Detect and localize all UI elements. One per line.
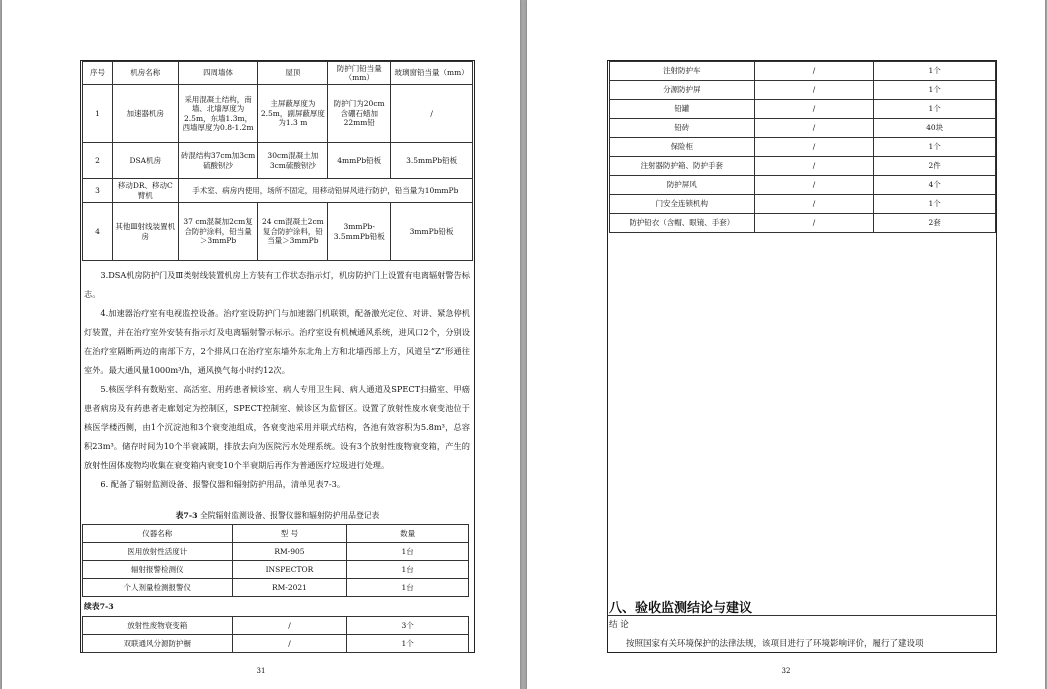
page-number: 31	[256, 667, 266, 675]
table-row	[610, 62, 996, 81]
table-cell: /	[754, 81, 874, 100]
table-cell: 1个	[874, 100, 996, 119]
table-row	[83, 579, 469, 597]
table-cell: 3	[83, 179, 113, 203]
table-row	[610, 214, 996, 233]
table-row	[610, 195, 996, 214]
table-cell: INSPECTOR	[232, 561, 347, 579]
table-cell: 放射性废物衰变箱	[83, 617, 233, 635]
table-header-row	[83, 525, 469, 543]
caption-text: 全院辐射监测设备、报警仪器和辐射防护用品登记表	[197, 511, 380, 520]
body-text	[84, 266, 470, 494]
table-cell: 30cm混凝土加3cm硫酸钡沙	[258, 143, 328, 179]
table-row	[610, 100, 996, 119]
table-cell: 1台	[347, 579, 469, 597]
table-cell: 4个	[874, 176, 996, 195]
table-row	[83, 561, 469, 579]
table-cell: /	[754, 176, 874, 195]
table-cell: 双联通风分源防护橱	[83, 635, 233, 653]
table-cell: 保险柜	[610, 138, 755, 157]
table-cell: /	[754, 157, 874, 176]
paragraph: 3.DSA机房防护门及Ⅲ类射线装置机房上方装有工作状态指示灯，机房防护门上设置有电离辐射警告标志。	[84, 270, 470, 299]
page-31	[2, 0, 520, 689]
table-cell: 1个	[347, 635, 469, 653]
table-row	[83, 635, 469, 653]
table-row	[610, 157, 996, 176]
table-cell: 3mmPb铅板	[391, 203, 473, 261]
table-cell: /	[232, 617, 347, 635]
table-cell: 2	[83, 143, 113, 179]
table-cell: 分源防护屏	[610, 81, 755, 100]
paragraph: 6. 配备了辐射监测设备、报警仪器和辐射防护用品，清单见表7-3。	[100, 479, 346, 489]
conclusion-label: 结 论	[609, 620, 629, 630]
page-32	[527, 0, 1045, 689]
table-cell: /	[391, 85, 473, 143]
table-row	[610, 138, 996, 157]
table-cell: 2套	[874, 214, 996, 233]
header-cell: 仪器名称	[83, 525, 233, 543]
table-cell: 医用放射性活度计	[83, 543, 233, 561]
paragraph: 4.加速器治疗室有电视监控设备。治疗室设防护门与加速器门机联锁，配备激光定位、对讲、紧急停机灯装置，并在治疗室外安装有指示灯及电离辐射警示标示。治疗室设有机械通风系统，进风口2个，分别设在治疗室隔断两边的南部下方，2个排风口在治疗室东墙外东北角上方和北墙西部上方，风道呈“Z”形通往室外。最大通风量1000m³/h，通风换气每小时约12次。	[84, 308, 470, 375]
table-cell: 3.5mmPb铅板	[391, 143, 473, 179]
table-cell: 4mmPb铅板	[328, 143, 391, 179]
table-cell: 37 cm混凝加2cm复合防护涂料，铅当量＞3mmPb	[178, 203, 258, 261]
table-cell: RM-905	[232, 543, 347, 561]
conclusion-text: 按照国家有关环境保护的法律法规，该项目进行了环境影响评价，履行了建设项	[626, 639, 924, 649]
table-row	[83, 543, 469, 561]
table-cell: 4	[83, 203, 113, 261]
table-cell: 1台	[347, 543, 469, 561]
table-cell: 40块	[874, 119, 996, 138]
table-cell: 2件	[874, 157, 996, 176]
table-cell: /	[754, 100, 874, 119]
header-cell: 机房名称	[112, 62, 178, 85]
table-cell: 1台	[347, 561, 469, 579]
table-row	[83, 85, 473, 143]
table-cell: /	[754, 138, 874, 157]
table-cell: /	[754, 195, 874, 214]
table-cell: 1个	[874, 195, 996, 214]
table-cell: 1个	[874, 62, 996, 81]
table-cell: 注射器防护箱、防护手套	[610, 157, 755, 176]
table-row	[83, 143, 473, 179]
table-cell: 1个	[874, 138, 996, 157]
table-cell: 铅砖	[610, 119, 755, 138]
table-cell: 门安全连锁机构	[610, 195, 755, 214]
table-cell: 1	[83, 85, 113, 143]
paragraph: 5.核医学科有数贴室、高活室、用药患者候诊室、病人专用卫生间、病人通道及SPECT扫描室、甲癌患者病房及有药患者走廊划定为控制区，SPECT控制室、候诊区为监督区。设置了放射性废水衰变池位于核医学楼西侧，由1个沉淀池和3个衰变池组成，各衰变池采用并联式结构，各池有效容积为5.8m³，总容积23m³。储存时间为10个半衰减期，排放去向为医院污水处理系统。设有3个放射性废物衰变箱，产生的放射性固体废物均收集在衰变箱内衰变10个半衰期后再作为普通医疗垃圾进行处理。	[84, 384, 470, 470]
table-row	[610, 119, 996, 138]
continued-table-label: 续表7-3	[84, 602, 114, 611]
section-title: 八、验收监测结论与建议	[609, 601, 753, 616]
table-cell: 防护门为20cm含硼石蜡加22mm铅	[328, 85, 391, 143]
table-row	[610, 176, 996, 195]
table-cell: DSA机房	[112, 143, 178, 179]
table-cell: 注射防护车	[610, 62, 755, 81]
table-cell: 采用混凝土结构，南墙、北墙厚度为2.5m，东墙1.3m，西墙厚度为0.8-1.2m	[178, 85, 258, 143]
table-cell: 辐射报警检测仪	[83, 561, 233, 579]
table-row	[83, 617, 469, 635]
table-cell: RM-2021	[232, 579, 347, 597]
caption-label: 表7-3	[175, 511, 198, 520]
table-cell: 移动DR、移动C臂机	[112, 179, 178, 203]
table-cell: /	[754, 214, 874, 233]
header-cell: 屋顶	[258, 62, 328, 85]
table-cell: 3个	[347, 617, 469, 635]
table-header-row	[83, 62, 473, 85]
table-cell: 个人剂量检测报警仪	[83, 579, 233, 597]
header-cell: 防护门铅当量（mm）	[328, 62, 391, 85]
equipment-table-continued	[82, 616, 469, 653]
table-row	[83, 179, 473, 203]
table-caption	[82, 510, 473, 521]
table-row	[610, 81, 996, 100]
table-cell: 其他Ⅲ射线装置机房	[112, 203, 178, 261]
table-cell: 砖混结构37cm加3cm硫酸钡沙	[178, 143, 258, 179]
header-cell: 玻璃窗铅当量（mm）	[391, 62, 473, 85]
table-cell: /	[232, 635, 347, 653]
table-row	[83, 203, 473, 261]
table-cell: 手术室、病房内使用，场所不固定，用移动铅屏风进行防护，铅当量为10mmPb	[178, 179, 472, 203]
header-cell: 四周墙体	[178, 62, 258, 85]
equipment-table	[82, 524, 469, 597]
table-cell: 1个	[874, 81, 996, 100]
table-cell: 主屏蔽厚度为2.5m，副屏蔽厚度为1.3 m	[258, 85, 328, 143]
table-cell: 防护屏风	[610, 176, 755, 195]
header-cell: 数量	[347, 525, 469, 543]
table-cell: 加速器机房	[112, 85, 178, 143]
table-cell: 3mmPb-3.5mmPb铅板	[328, 203, 391, 261]
shielding-table	[82, 61, 473, 261]
table-cell: /	[754, 62, 874, 81]
header-cell: 序号	[83, 62, 113, 85]
header-cell: 型 号	[232, 525, 347, 543]
table-cell: 防护铅衣（含帽、眼镜、手套）	[610, 214, 755, 233]
page-number: 32	[781, 667, 791, 675]
table-cell: 24 cm混凝土2cm复合防护涂料，铅当量＞3mmPb	[258, 203, 328, 261]
table-cell: /	[754, 119, 874, 138]
conclusion-block	[607, 615, 997, 654]
table-cell: 铅罐	[610, 100, 755, 119]
equipment-table-continued-2	[609, 61, 996, 233]
